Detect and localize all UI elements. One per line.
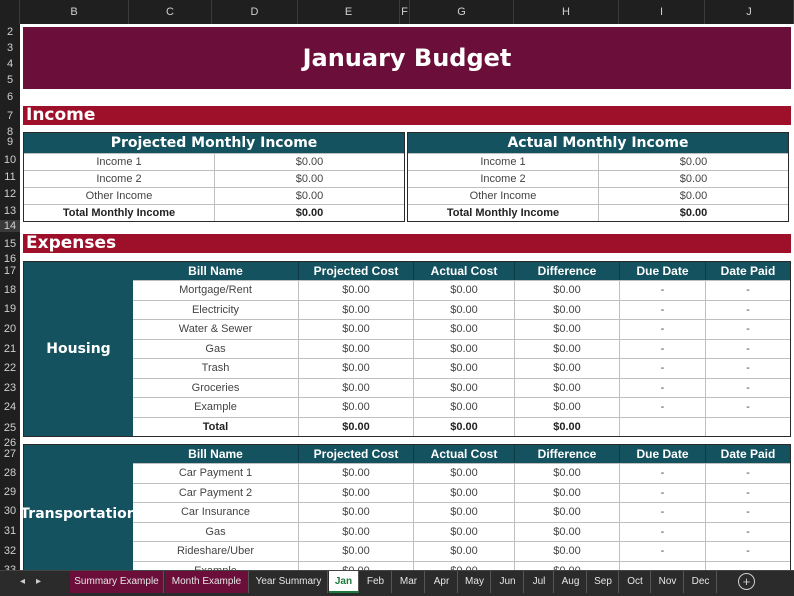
tab-oct[interactable]: Oct bbox=[620, 571, 651, 593]
bill-name[interactable]: Gas bbox=[133, 523, 299, 542]
income-label: Income 1 bbox=[408, 154, 599, 170]
date-paid[interactable]: - bbox=[746, 506, 750, 518]
actual-cost[interactable]: $0.00 bbox=[414, 484, 515, 503]
table-row[interactable] bbox=[133, 319, 790, 339]
row-number[interactable]: 16 bbox=[3, 253, 17, 265]
due-date[interactable]: - bbox=[620, 484, 706, 503]
due-date[interactable]: - bbox=[620, 301, 706, 320]
bill-name[interactable]: Example bbox=[133, 398, 299, 417]
row-number[interactable]: 13 bbox=[3, 205, 17, 217]
tab-jan[interactable]: Jan bbox=[329, 571, 359, 593]
column-header-f[interactable]: F bbox=[400, 0, 410, 24]
projected-cost[interactable]: $0.00 bbox=[299, 379, 414, 398]
date-paid[interactable]: - bbox=[746, 323, 750, 335]
projected-income-heading: Projected Monthly Income bbox=[24, 133, 404, 153]
income-row[interactable] bbox=[408, 187, 788, 204]
table-row[interactable] bbox=[133, 378, 790, 398]
tab-summary-example[interactable]: Summary Example bbox=[70, 571, 164, 593]
difference[interactable]: $0.00 bbox=[515, 281, 620, 300]
due-date[interactable]: - bbox=[620, 464, 706, 483]
tab-feb[interactable]: Feb bbox=[360, 571, 392, 593]
table-row[interactable] bbox=[133, 339, 790, 359]
tab-nov[interactable]: Nov bbox=[652, 571, 684, 593]
date-paid[interactable]: - bbox=[746, 545, 750, 557]
actual-cost[interactable]: $0.00 bbox=[414, 281, 515, 300]
income-value[interactable]: $0.00 bbox=[295, 173, 324, 185]
row-number[interactable]: 8 bbox=[6, 126, 14, 138]
col-due-date: Due Date bbox=[620, 445, 706, 463]
row-number[interactable]: 31 bbox=[3, 525, 17, 537]
row-number[interactable]: 9 bbox=[6, 136, 14, 148]
actual-cost[interactable]: $0.00 bbox=[414, 340, 515, 359]
column-header-d[interactable]: D bbox=[212, 0, 298, 24]
difference[interactable]: $0.00 bbox=[515, 340, 620, 359]
difference[interactable]: $0.00 bbox=[515, 542, 620, 561]
income-value[interactable]: $0.00 bbox=[295, 190, 324, 202]
income-total-label: Total Monthly Income bbox=[408, 205, 599, 221]
row-number[interactable]: 20 bbox=[3, 323, 17, 335]
transportation-category-label: Transportation bbox=[24, 445, 133, 583]
bill-name[interactable]: Gas bbox=[133, 340, 299, 359]
income-row[interactable] bbox=[24, 187, 404, 204]
due-date[interactable]: - bbox=[620, 523, 706, 542]
table-row[interactable] bbox=[133, 483, 790, 503]
difference[interactable]: $0.00 bbox=[515, 359, 620, 378]
col-difference: Difference bbox=[515, 262, 620, 280]
column-header-i[interactable]: I bbox=[619, 0, 705, 24]
income-row[interactable] bbox=[24, 170, 404, 187]
add-sheet-icon[interactable]: + bbox=[738, 573, 755, 590]
table-row[interactable] bbox=[133, 541, 790, 561]
bill-name[interactable]: Car Payment 2 bbox=[133, 484, 299, 503]
total-projected[interactable]: $0.00 bbox=[299, 418, 414, 437]
column-header-e[interactable]: E bbox=[298, 0, 400, 24]
row-number[interactable]: 21 bbox=[3, 343, 17, 355]
actual-cost[interactable]: $0.00 bbox=[414, 503, 515, 522]
budget-title: January Budget bbox=[23, 27, 791, 89]
projected-cost[interactable]: $0.00 bbox=[299, 484, 414, 503]
due-date[interactable]: - bbox=[620, 398, 706, 417]
bill-name[interactable]: Rideshare/Uber bbox=[133, 542, 299, 561]
column-header-c[interactable]: C bbox=[129, 0, 212, 24]
date-paid[interactable]: - bbox=[746, 525, 750, 538]
due-date[interactable]: - bbox=[620, 340, 706, 359]
tab-scroll-left-icon[interactable]: ◂ bbox=[20, 576, 26, 587]
worksheet[interactable] bbox=[20, 24, 794, 570]
col-date-paid: Date Paid bbox=[720, 447, 776, 461]
row-number[interactable]: 4 bbox=[6, 58, 14, 70]
tab-year-summary[interactable]: Year Summary bbox=[250, 571, 328, 593]
actual-cost[interactable]: $0.00 bbox=[414, 523, 515, 542]
difference[interactable]: $0.00 bbox=[515, 379, 620, 398]
row-number[interactable]: 17 bbox=[3, 265, 17, 277]
row-number[interactable]: 18 bbox=[3, 284, 17, 296]
income-row[interactable] bbox=[408, 170, 788, 187]
income-row[interactable] bbox=[408, 153, 788, 170]
transportation-expense-table bbox=[20, 444, 791, 584]
total-difference[interactable]: $0.00 bbox=[515, 418, 620, 437]
projected-cost[interactable]: $0.00 bbox=[299, 320, 414, 339]
row-number[interactable]: 12 bbox=[3, 188, 17, 200]
total-actual[interactable]: $0.00 bbox=[414, 418, 515, 437]
income-value[interactable]: $0.00 bbox=[679, 190, 708, 202]
row-number[interactable]: 3 bbox=[6, 42, 14, 54]
row-number[interactable]: 15 bbox=[3, 238, 17, 250]
date-paid[interactable]: - bbox=[746, 284, 750, 296]
tab-dec[interactable]: Dec bbox=[685, 571, 717, 593]
bill-name[interactable]: Electricity bbox=[133, 301, 299, 320]
col-projected-cost: Projected Cost bbox=[299, 262, 414, 280]
due-date[interactable]: - bbox=[620, 503, 706, 522]
row-number[interactable]: 24 bbox=[3, 401, 17, 413]
income-total-row[interactable] bbox=[24, 204, 404, 221]
bill-name[interactable]: Groceries bbox=[133, 379, 299, 398]
tab-sep[interactable]: Sep bbox=[588, 571, 619, 593]
tab-may[interactable]: May bbox=[459, 571, 491, 593]
row-number[interactable]: 19 bbox=[3, 303, 17, 315]
date-paid[interactable]: - bbox=[746, 342, 750, 355]
col-bill-name: Bill Name bbox=[133, 262, 299, 280]
expenses-section-header: Expenses bbox=[23, 234, 791, 253]
col-actual-cost: Actual Cost bbox=[414, 262, 515, 280]
difference[interactable]: $0.00 bbox=[515, 523, 620, 542]
col-bill-name: Bill Name bbox=[133, 445, 299, 463]
tab-scroll-right-icon[interactable]: ▸ bbox=[36, 576, 42, 587]
actual-cost[interactable]: $0.00 bbox=[414, 542, 515, 561]
actual-cost[interactable]: $0.00 bbox=[414, 359, 515, 378]
housing-total-row[interactable] bbox=[133, 417, 790, 437]
date-paid[interactable]: - bbox=[746, 401, 750, 413]
income-value[interactable]: $0.00 bbox=[679, 173, 708, 185]
due-date[interactable]: - bbox=[620, 379, 706, 398]
row-number[interactable]: 14 bbox=[0, 220, 20, 232]
bill-name[interactable]: Trash bbox=[133, 359, 299, 378]
table-row[interactable] bbox=[133, 358, 790, 378]
row-number[interactable]: 25 bbox=[3, 422, 17, 434]
tab-jun[interactable]: Jun bbox=[492, 571, 524, 593]
select-all-corner[interactable] bbox=[0, 0, 20, 24]
income-total-value[interactable]: $0.00 bbox=[295, 207, 324, 219]
income-label: Income 2 bbox=[408, 171, 599, 187]
column-header-g[interactable]: G bbox=[410, 0, 514, 24]
row-number[interactable]: 22 bbox=[3, 362, 17, 374]
actual-cost[interactable]: $0.00 bbox=[414, 320, 515, 339]
row-number[interactable]: 27 bbox=[3, 448, 17, 460]
actual-cost[interactable]: $0.00 bbox=[414, 398, 515, 417]
difference[interactable]: $0.00 bbox=[515, 484, 620, 503]
projected-income-table bbox=[23, 132, 405, 222]
col-difference: Difference bbox=[515, 445, 620, 463]
income-total-label: Total Monthly Income bbox=[24, 205, 215, 221]
projected-cost[interactable]: $0.00 bbox=[299, 340, 414, 359]
bill-name[interactable]: Car Insurance bbox=[133, 503, 299, 522]
table-row[interactable] bbox=[133, 300, 790, 320]
income-section-header: Income bbox=[23, 106, 791, 125]
housing-category-label: Housing bbox=[24, 262, 133, 436]
table-row[interactable] bbox=[133, 502, 790, 522]
difference[interactable]: $0.00 bbox=[515, 320, 620, 339]
column-header-bar bbox=[0, 0, 794, 24]
tab-month-example[interactable]: Month Example bbox=[165, 571, 249, 593]
row-number[interactable]: 6 bbox=[6, 91, 14, 103]
col-actual-cost: Actual Cost bbox=[414, 445, 515, 463]
tab-aug[interactable]: Aug bbox=[555, 571, 587, 593]
income-label: Income 2 bbox=[24, 171, 215, 187]
row-number[interactable]: 28 bbox=[3, 467, 17, 479]
table-row[interactable] bbox=[133, 522, 790, 542]
actual-cost[interactable]: $0.00 bbox=[414, 379, 515, 398]
row-number[interactable]: 23 bbox=[3, 382, 17, 394]
table-row[interactable] bbox=[133, 280, 790, 300]
expense-header-row bbox=[133, 445, 790, 463]
date-paid[interactable] bbox=[706, 418, 790, 437]
row-number[interactable]: 29 bbox=[3, 486, 17, 498]
row-number[interactable]: 5 bbox=[6, 74, 14, 86]
col-projected-cost: Projected Cost bbox=[299, 445, 414, 463]
date-paid[interactable]: - bbox=[746, 467, 750, 479]
income-label: Other Income bbox=[24, 188, 215, 204]
col-date-paid: Date Paid bbox=[720, 264, 776, 278]
row-number[interactable]: 2 bbox=[6, 26, 14, 38]
row-number[interactable]: 10 bbox=[3, 154, 17, 166]
tab-jul[interactable]: Jul bbox=[525, 571, 554, 593]
tab-apr[interactable]: Apr bbox=[426, 571, 458, 593]
income-value[interactable]: $0.00 bbox=[295, 156, 324, 168]
column-header-h[interactable]: H bbox=[514, 0, 619, 24]
row-number[interactable]: 30 bbox=[3, 505, 17, 517]
income-value[interactable]: $0.00 bbox=[679, 156, 708, 168]
difference[interactable]: $0.00 bbox=[515, 398, 620, 417]
projected-cost[interactable]: $0.00 bbox=[299, 464, 414, 483]
row-number[interactable]: 7 bbox=[6, 110, 14, 122]
projected-cost[interactable]: $0.00 bbox=[299, 398, 414, 417]
column-header-b[interactable]: B bbox=[20, 0, 129, 24]
total-label: Total bbox=[133, 418, 299, 437]
due-date[interactable] bbox=[620, 418, 706, 437]
bill-name[interactable]: Water & Sewer bbox=[133, 320, 299, 339]
due-date[interactable]: - bbox=[620, 542, 706, 561]
income-label: Income 1 bbox=[24, 154, 215, 170]
difference[interactable]: $0.00 bbox=[515, 503, 620, 522]
actual-income-heading: Actual Monthly Income bbox=[408, 133, 788, 153]
table-row[interactable] bbox=[133, 397, 790, 417]
bill-name[interactable]: Mortgage/Rent bbox=[133, 281, 299, 300]
row-number[interactable]: 11 bbox=[4, 171, 16, 183]
due-date[interactable]: - bbox=[620, 281, 706, 300]
actual-cost[interactable]: $0.00 bbox=[414, 301, 515, 320]
projected-cost[interactable]: $0.00 bbox=[299, 503, 414, 522]
housing-expense-table bbox=[23, 261, 791, 437]
date-paid[interactable]: - bbox=[746, 303, 750, 316]
projected-cost[interactable]: $0.00 bbox=[299, 359, 414, 378]
projected-cost[interactable]: $0.00 bbox=[299, 523, 414, 542]
expense-header-row bbox=[133, 262, 790, 280]
actual-cost[interactable]: $0.00 bbox=[414, 464, 515, 483]
date-paid[interactable]: - bbox=[746, 362, 750, 374]
column-header-j[interactable]: J bbox=[705, 0, 794, 24]
difference[interactable]: $0.00 bbox=[515, 301, 620, 320]
due-date[interactable]: - bbox=[620, 359, 706, 378]
projected-cost[interactable]: $0.00 bbox=[299, 281, 414, 300]
projected-cost[interactable]: $0.00 bbox=[299, 542, 414, 561]
row-number[interactable]: 32 bbox=[3, 545, 17, 557]
income-total-value[interactable]: $0.00 bbox=[679, 207, 708, 219]
actual-income-table bbox=[407, 132, 789, 222]
projected-cost[interactable]: $0.00 bbox=[299, 301, 414, 320]
col-due-date: Due Date bbox=[620, 262, 706, 280]
date-paid[interactable]: - bbox=[746, 381, 750, 394]
sheet-tab-bar bbox=[0, 570, 794, 596]
tab-mar[interactable]: Mar bbox=[393, 571, 425, 593]
income-label: Other Income bbox=[408, 188, 599, 204]
difference[interactable]: $0.00 bbox=[515, 464, 620, 483]
row-header-bar bbox=[0, 24, 20, 570]
bill-name[interactable]: Car Payment 1 bbox=[133, 464, 299, 483]
due-date[interactable]: - bbox=[620, 320, 706, 339]
table-row[interactable] bbox=[133, 463, 790, 483]
income-row[interactable] bbox=[24, 153, 404, 170]
income-total-row[interactable] bbox=[408, 204, 788, 221]
row-number[interactable]: 26 bbox=[3, 437, 17, 449]
date-paid[interactable]: - bbox=[746, 486, 750, 499]
